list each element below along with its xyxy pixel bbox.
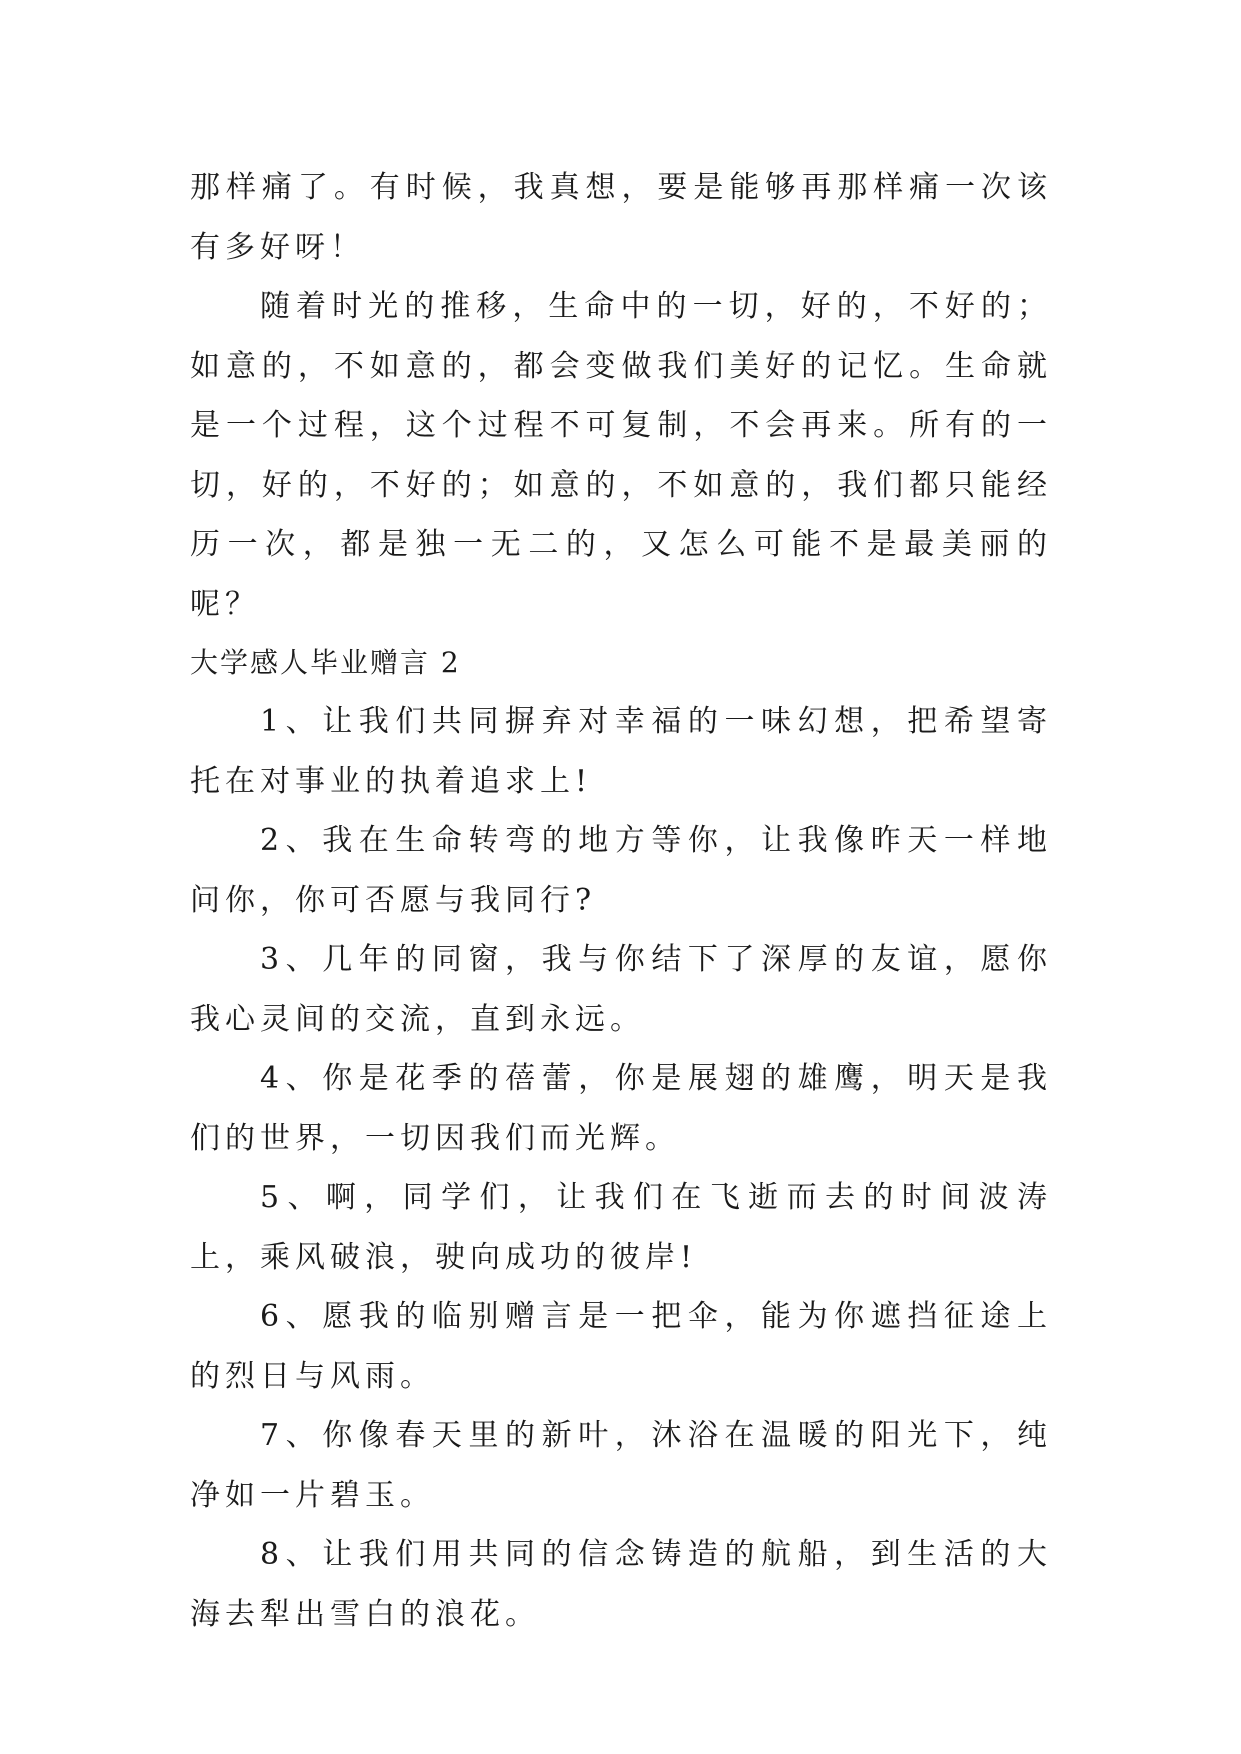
continued-paragraph: 那样痛了。有时候，我真想，要是能够再那样痛一次该有多好呀！ bbox=[190, 170, 1052, 265]
list-item: 2、我在生命转弯的地方等你，让我像昨天一样地问你，你可否愿与我同行? bbox=[190, 823, 1052, 918]
intro-paragraph: 随着时光的推移，生命中的一切，好的，不好的；如意的，不如意的，都会变做我们美好的记忆。生命就是一个过程，这个过程不可复制，不会再来。所有的一切，好的，不好的；如意的，不如意的，我们都只能经历一次，都是独一无二的，又怎么可能不是最美丽的呢？ bbox=[190, 289, 1052, 622]
list-item: 7、你像春天里的新叶，沐浴在温暖的阳光下，纯净如一片碧玉。 bbox=[190, 1418, 1052, 1513]
list-item: 6、愿我的临别赠言是一把伞，能为你遮挡征途上的烈日与风雨。 bbox=[190, 1299, 1052, 1394]
list-item: 4、你是花季的蓓蕾，你是展翅的雄鹰，明天是我们的世界，一切因我们而光辉。 bbox=[190, 1061, 1052, 1156]
list-item: 3、几年的同窗，我与你结下了深厚的友谊，愿你我心灵间的交流，直到永远。 bbox=[190, 942, 1052, 1037]
list-item: 1、让我们共同摒弃对幸福的一味幻想，把希望寄托在对事业的执着追求上! bbox=[190, 704, 1052, 799]
list-item: 5、啊，同学们，让我们在飞逝而去的时间波涛上，乘风破浪，驶向成功的彼岸! bbox=[190, 1180, 1052, 1275]
list-item: 8、让我们用共同的信念铸造的航船，到生活的大海去犁出雪白的浪花。 bbox=[190, 1537, 1052, 1632]
section-title: 大学感人毕业赠言 2 bbox=[190, 646, 461, 679]
document-body bbox=[190, 158, 1052, 1644]
